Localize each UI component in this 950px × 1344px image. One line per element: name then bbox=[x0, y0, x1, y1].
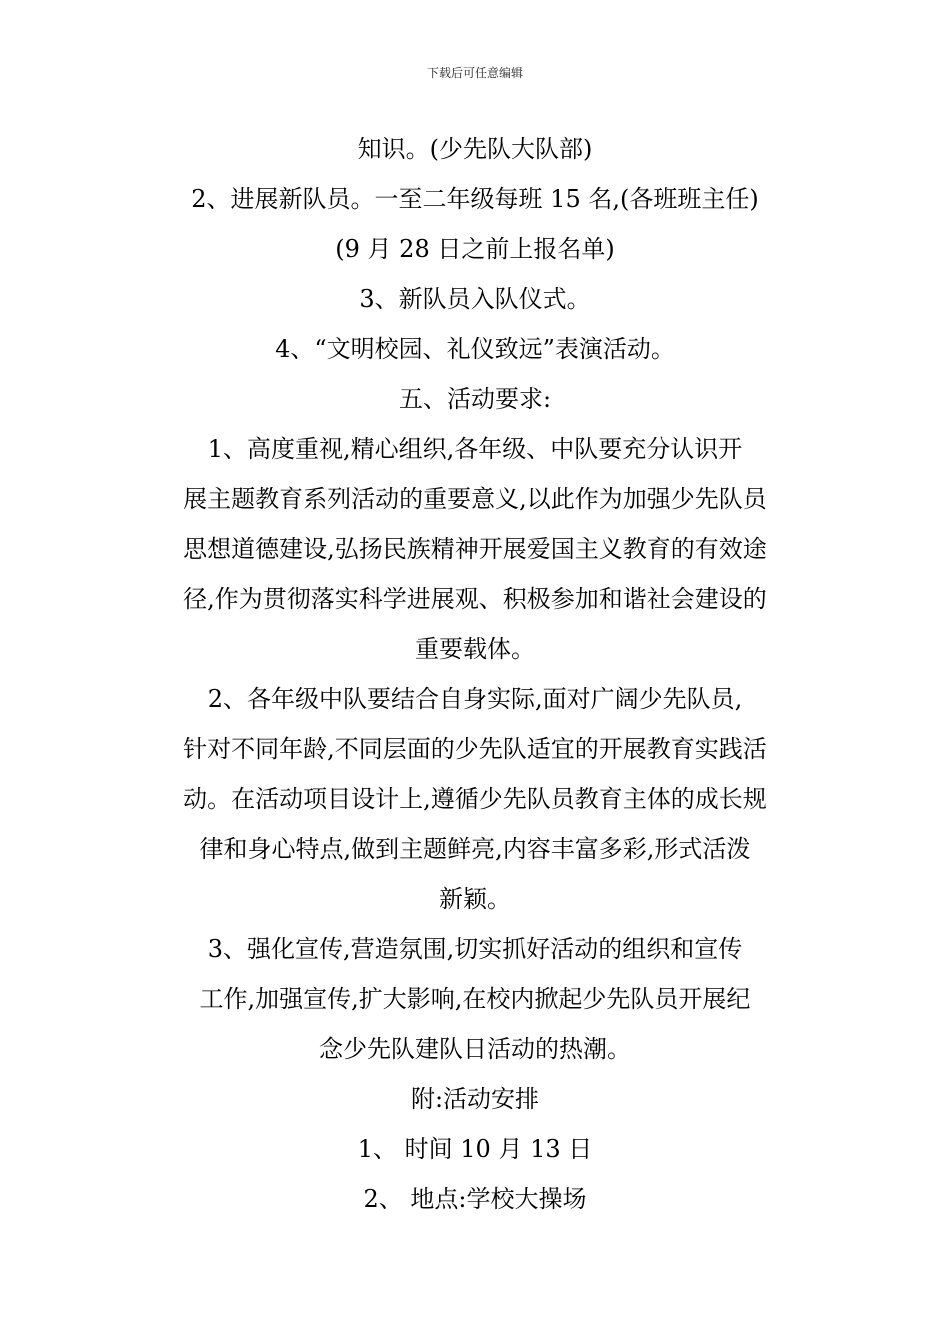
text-line: 2、进展新队员。一至二年级每班 15 名,(各班班主任) bbox=[191, 185, 759, 213]
page-header: 下载后可任意编辑 bbox=[426, 66, 523, 80]
schedule-item-location: 2、 地点:学校大操场 bbox=[363, 1185, 587, 1213]
text-line: 知识。(少先队大队部) bbox=[357, 135, 593, 163]
text-line: 重要载体。 bbox=[415, 635, 535, 663]
text-line: 2、各年级中队要结合自身实际,面对广阔少先队员, bbox=[207, 685, 743, 713]
text-line: 3、强化宣传,营造氛围,切实抓好活动的组织和宣传 bbox=[207, 935, 743, 963]
text-line: (9 月 28 日之前上报名单) bbox=[335, 235, 615, 263]
text-line: 工作,加强宣传,扩大影响,在校内掀起少先队员开展纪 bbox=[199, 985, 751, 1013]
text-line: 展主题教育系列活动的重要意义,以此作为加强少先队员 bbox=[183, 485, 767, 513]
text-line: 动。在活动项目设计上,遵循少先队员教育主体的成长规 bbox=[183, 785, 767, 813]
text-line: 3、新队员入队仪式。 bbox=[359, 285, 591, 313]
text-line: 新颖。 bbox=[439, 885, 511, 913]
section-heading: 五、活动要求: bbox=[398, 385, 552, 413]
text-line: 律和身心特点,做到主题鲜亮,内容丰富多彩,形式活泼 bbox=[199, 835, 751, 863]
text-line: 针对不同年龄,不同层面的少先队适宜的开展教育实践活 bbox=[183, 735, 767, 763]
text-line: 念少先队建队日活动的热潮。 bbox=[319, 1035, 631, 1063]
appendix-heading: 附:活动安排 bbox=[410, 1085, 540, 1113]
text-line: 4、“文明校园、礼仪致远”表演活动。 bbox=[275, 335, 675, 363]
schedule-item-time: 1、 时间 10 月 13 日 bbox=[357, 1135, 593, 1163]
text-line: 思想道德建设,弘扬民族精神开展爱国主义教育的有效途 bbox=[183, 535, 767, 563]
text-line: 径,作为贯彻落实科学进展观、积极参加和谐社会建设的 bbox=[183, 585, 767, 613]
text-line: 1、高度重视,精心组织,各年级、中队要充分认识开 bbox=[207, 435, 743, 463]
